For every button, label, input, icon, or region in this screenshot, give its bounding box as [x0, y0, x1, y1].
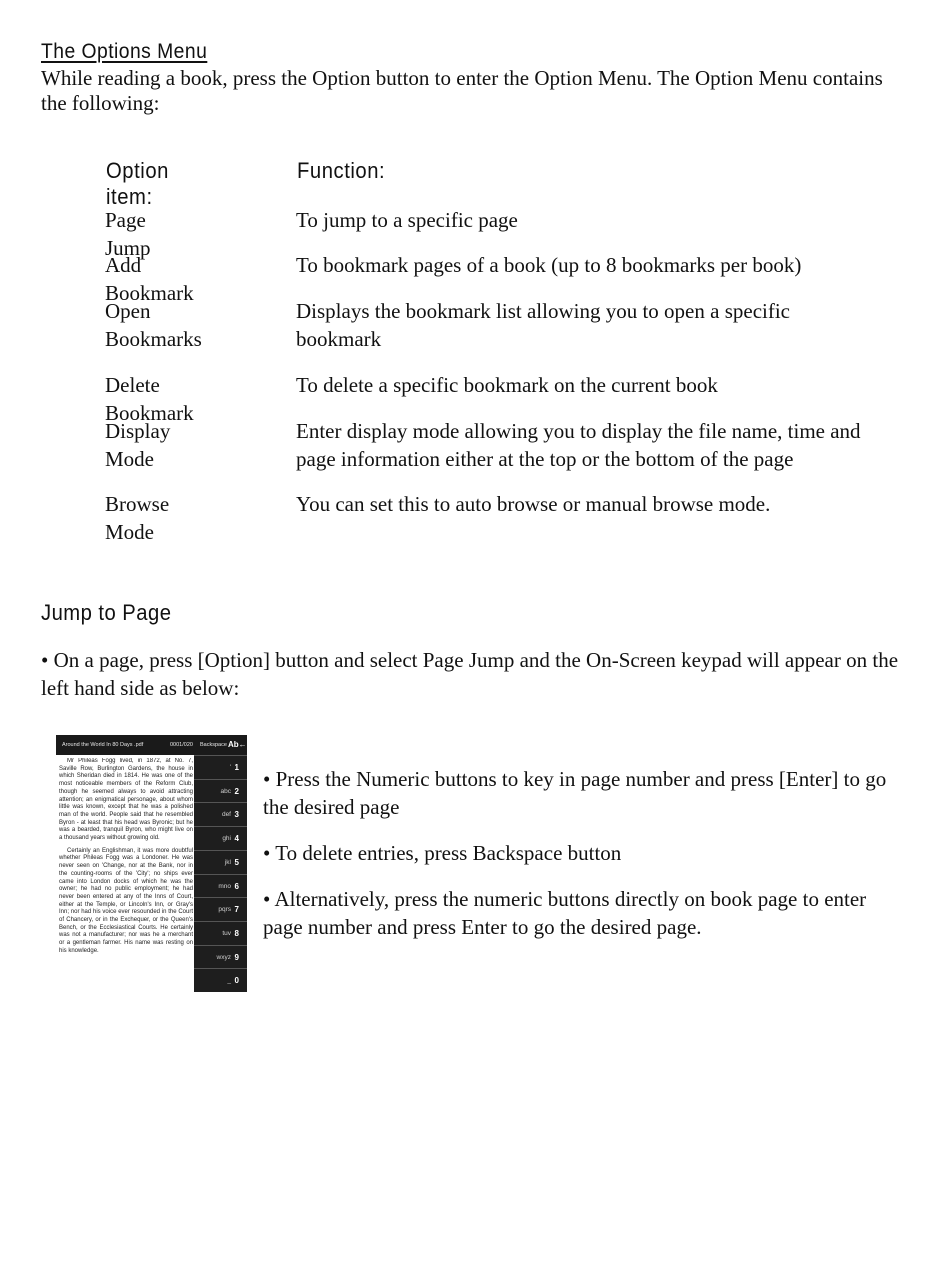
key-number: 4	[234, 834, 239, 844]
key-number: 0	[234, 976, 239, 986]
key-letters: jkl	[224, 858, 231, 866]
table-row-function: To jump to a specific page	[296, 208, 518, 232]
key-letters: tuv	[222, 929, 231, 937]
keypad-key-5	[194, 850, 247, 875]
device-status-bar	[56, 735, 247, 755]
keypad-key-3	[194, 802, 247, 827]
device-paragraph: Certainly an Englishman, it was more doubtful whether Phileas Fogg was a Londoner. He was never seen on 'Change, nor at the Bank, nor in the counting-rooms of the 'City'; no ships ever came into London docks of which he was the owner; he had no public employment; he had never been entered at any of the Inns of Court, either at the Temple, or Lincoln's Inn, or Gray's Inn; nor had his voice ever resounded in the Court of Chancery, or in the Exchequer, or the Queen's Bench, or the Ecclesiastical Courts. He certainly was not a manufacturer; nor was he a merchant or a gentleman farmer. His name was resting on his knowledge.	[59, 847, 193, 954]
table-header-item: Option item:	[106, 158, 169, 209]
key-number: 7	[234, 905, 239, 915]
device-page-text	[59, 758, 193, 961]
table-row-item: Open Bookmarks	[105, 299, 202, 351]
keypad-key-9	[194, 945, 247, 970]
table-header-function: Function:	[297, 158, 386, 183]
table-row-function: To bookmark pages of a book (up to 8 bookmarks per book)	[296, 253, 802, 277]
table-row-item: Delete Bookmark	[105, 373, 194, 425]
device-paragraph: Mr Phileas Fogg lived, in 1872, at No. 7, Saville Row, Burlington Gardens, the house in which Sheridan died in 1814. He was one of the most noticeable members of the Reform Club, though he seemed always to avoid attracting attention; an enigmatical personage, about whom little was known, except that he was a polished man of the world. People said that he resembled Byron - at least that his head was Byronic; but he was a bearded, tranquil Byron, who might live on a thousand years without growing old.	[59, 758, 193, 842]
table-row-function: Displays the bookmark list allowing you to open a specific bookmark	[296, 299, 790, 351]
keypad-key-2	[194, 779, 247, 804]
instruction-item: • Alternatively, press the numeric buttons directly on book page to enter page number and press Enter to go the desired page.	[263, 887, 867, 939]
jump-instructions	[263, 765, 893, 959]
keypad-key-8	[194, 921, 247, 946]
key-number: 8	[234, 928, 239, 938]
instruction-item: • Press the Numeric buttons to key in page number and press [Enter] to go the desired page	[263, 767, 887, 819]
key-letters: def	[221, 811, 231, 819]
key-number: 3	[234, 810, 239, 820]
table-row-function: You can set this to auto browse or manual browse mode.	[296, 492, 771, 516]
backspace-icon: Ab←	[228, 740, 247, 749]
options-menu-intro: While reading a book, press the Option button to enter the Option Menu. The Option Menu contains the following:	[41, 66, 883, 115]
keypad-key-0	[194, 968, 247, 992]
device-backspace-label: Backspace	[200, 742, 227, 748]
keypad-key-4	[194, 826, 247, 851]
options-menu-heading: The Options Menu	[41, 40, 208, 63]
key-letters: ghi	[222, 835, 231, 843]
key-letters: wxyz	[216, 953, 231, 961]
instruction-item: • To delete entries, press Backspace button	[263, 841, 622, 865]
key-letters: mno	[218, 882, 231, 890]
table-row-item: Browse Mode	[105, 492, 170, 544]
key-letters: '	[229, 764, 231, 771]
device-screenshot	[56, 735, 247, 992]
jump-to-page-text: • On a page, press [Option] button and select Page Jump and the On-Screen keypad will appear on the left hand side as below:	[41, 648, 899, 700]
key-number: 1	[234, 763, 239, 772]
key-letters: abc	[220, 787, 231, 795]
key-number: 9	[234, 952, 239, 962]
key-number: 5	[234, 857, 239, 867]
device-book-title: Around the World In 80 Days .pdf	[62, 742, 144, 748]
device-page-number: 0001/020	[170, 742, 193, 748]
keypad-key-7	[194, 897, 247, 922]
table-row-item: Display Mode	[105, 419, 171, 471]
keypad-key-6	[194, 874, 247, 899]
table-row-function: To delete a specific bookmark on the current book	[296, 373, 718, 397]
key-number: 6	[234, 881, 239, 891]
table-row-function: Enter display mode allowing you to display the file name, time and page information either at the top or the bottom of the page	[296, 419, 861, 471]
jump-to-page-heading: Jump to Page	[41, 600, 172, 625]
keypad-key-1	[194, 755, 247, 780]
key-number: 2	[234, 786, 239, 796]
table-row-item: Page Jump	[105, 208, 151, 260]
key-letters: pqrs	[218, 906, 231, 914]
key-letters: _	[227, 977, 231, 985]
table-row-item: Add Bookmark	[105, 253, 194, 305]
on-screen-keypad	[194, 755, 247, 992]
